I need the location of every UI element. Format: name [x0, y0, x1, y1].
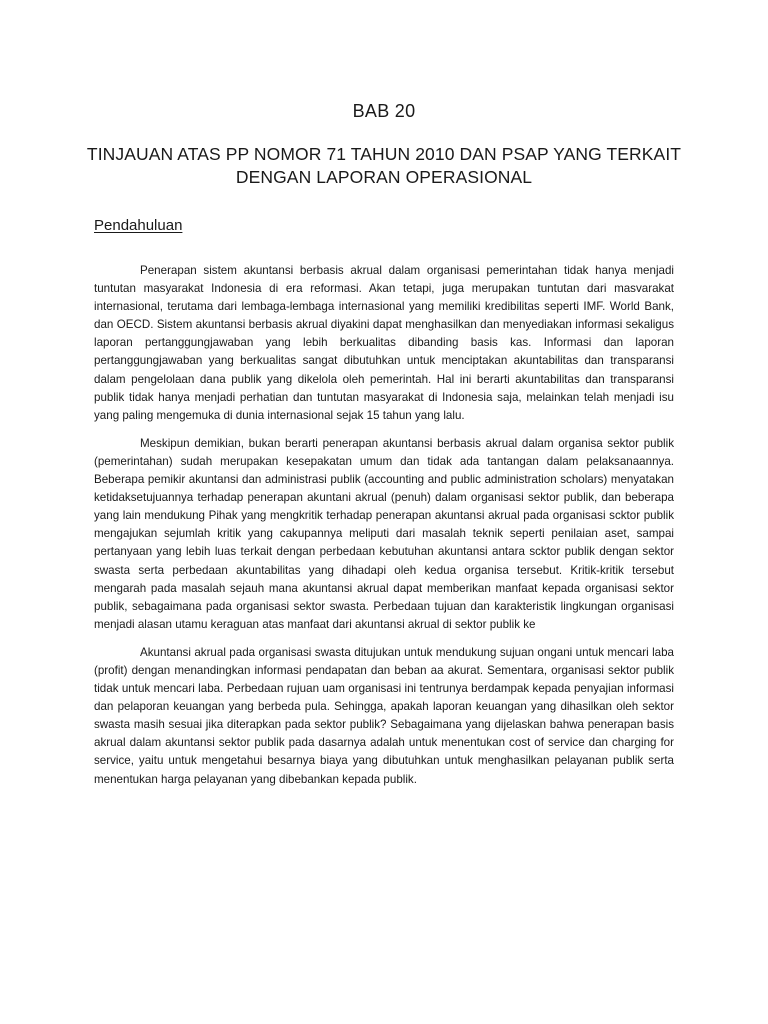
paragraph: Akuntansi akrual pada organisasi swasta ditujukan untuk mendukung sujuan ongani untuk mencari laba (profit) dengan menandingkan informasi pendapatan dan beban aa akurat. Sementara, organisasi sektor publik tidak untuk mencari laba. Perbedaan rujuan uam organisasi ini tentrunya berdampak kepada penyajian informasi dan pelaporan keuangan yang berbeda pula. Sehingga, apakah laporan keuangan yang dihasilkan oleh sektor swasta masih sesuai jika diterapkan pada sektor publik? Sebagaimana yang dijelaskan bahwa penerapan basis akrual dalam akuntansi sektor publik pada dasarnya adalah untuk menentukan cost of service dan charging for service, yaitu untuk mengetahui besarnya biaya yang dibutuhkan untuk menghasilkan pelayanan publik serta menentukan harga pelayanan yang dibebankan kepada publik. [94, 645, 674, 786]
paragraph: Meskipun demikian, bukan berarti penerapan akuntansi berbasis akrual dalam organisa sektor publik (pemerintahan) sudah merupakan kesepakatan umum dan tidak ada tantangan dalam pelaksanaannya. Beberapa pemikir akuntansi dan administrasi publik (accounting and public administration scholars) menyatakan ketidaksetujuannya terhadap penerapan akuntani akrual (penuh) dalam organisasi sektor publik, dan beberapa yang lain mendukung Pihak yang mengkritik terhadap penerapan akuntansi akrual pada organisasi scktor publik mengajukan sejumlah kritik yang cakupannya meliputi dari masalah teknik seperti penilaian aset, sampai pertanyaan yang lebih luas terkait dengan perbedaan kebutuhan akuntansi antara scktor publik dengan sektor swasta serta perbedaan akuntabilitas yang dihadapi oleh kedua organisa tersebut. Kritik-kritik tersebut mengarah pada masalah sejauh mana akuntansi akrual dapat memberikan manfaat kepada organisasi sektor publik, sebagaimana pada organisasi sektor swasta. Perbedaan tujuan dan karakteristik lingkungan organisasi menjadi alasan utamu keraguan atas manfaat dari akuntansi akrual di sektor publik ke [94, 436, 674, 631]
paragraph: Penerapan sistem akuntansi berbasis akrual dalam organisasi pemerintahan tidak hanya menjadi tuntutan masyarakat Indonesia di era reformasi. Akan tetapi, juga merupakan tuntutan dari masvarakat internasional, terutama dari lembaga-lembaga internasional yang memiliki kredibilitas seperti IMF. World Bank, dan OECD. Sistem akuntansi berbasis akrual diyakini dapat menghasilkan dan menyediakan informasi sekaligus laporan pertanggungjawaban yang lebih berkualitas dibanding basis kas. Informasi dan laporan pertanggungjawaban yang berkualitas sangat dibutuhkan untuk menciptakan akuntabilitas dan transparansi dalam pengelolaan dana publik yang dikelola oleh pemerintah. Hal ini berarti akuntabilitas dan transparansi publik tidak hanya menjadi perhatian dan tuntutan masyarakat di Indonesia saja, melainkan telah menjadi isu yang paling mengemuka di dunia internasional sejak 15 tahun yang lalu. [94, 264, 674, 422]
body-text [94, 262, 674, 799]
chapter-number: BAB 20 [352, 101, 416, 121]
section-heading: Pendahuluan [94, 217, 183, 234]
chapter-title: TINJAUAN ATAS PP NOMOR 71 TAHUN 2010 DAN PSAP YANG TERKAIT DENGAN LAPORAN OPERASIONAL [86, 144, 682, 187]
